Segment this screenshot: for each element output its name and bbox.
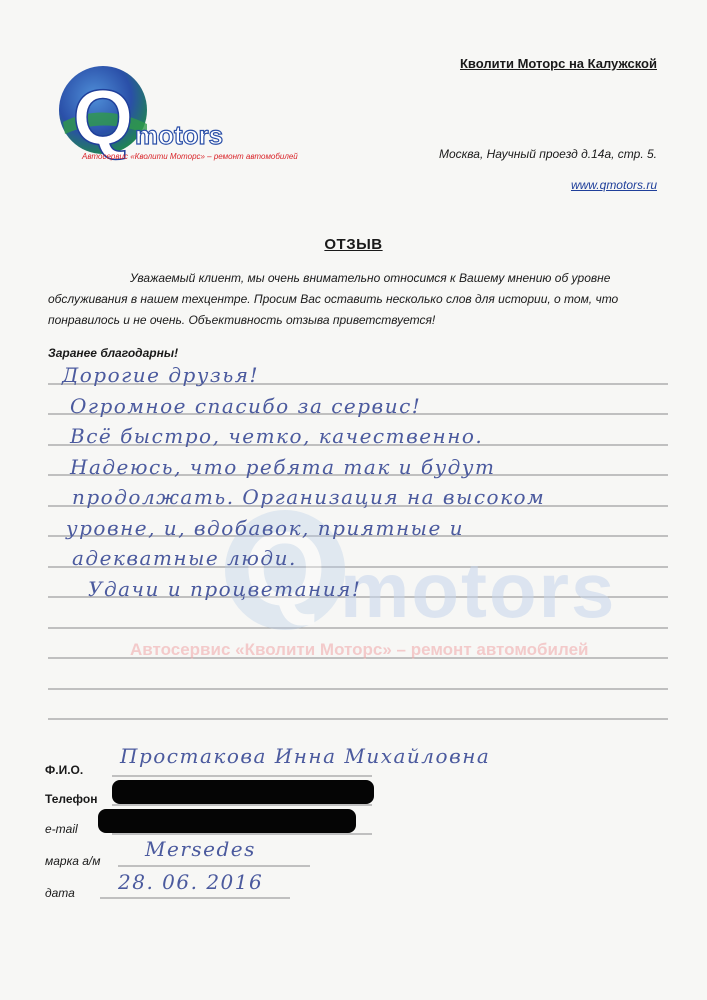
qmotors-logo — [55, 62, 255, 162]
logo-wordmark: motors — [135, 120, 224, 150]
review-line: Надеюсь, что ребята так и будут — [70, 454, 496, 479]
svg-text:Q: Q — [72, 73, 134, 161]
name-value: Простакова Инна Михайловна — [120, 744, 491, 768]
review-line: адекватные люди. — [72, 546, 297, 570]
date-label: дата — [45, 886, 75, 900]
date-value: 28. 06. 2016 — [118, 870, 264, 894]
logo-tagline: Автосервис «Кволити Моторс» – ремонт автомобилей — [82, 152, 298, 161]
review-line: продолжать. Организация на высоком — [72, 485, 546, 509]
review-text — [62, 360, 672, 604]
review-line: Дорогие друзья! — [62, 363, 259, 387]
svg-text:Q: Q — [244, 511, 326, 628]
form-intro: Уважаемый клиент, мы очень внимательно относимся к Вашему мнению об уровне обслуживания в нашем техцентре. Просим Вас оставить несколько слов для истории, о том, что понравилось и не очень. Объективность отзыва приветствуется! — [48, 271, 619, 327]
email-label: e-mail — [45, 822, 78, 836]
name-label: Ф.И.О. — [45, 763, 84, 777]
phone-redaction — [112, 780, 374, 804]
phone-label: Телефон — [45, 792, 98, 806]
company-website-link[interactable]: www.qmotors.ru — [570, 178, 657, 192]
form-thanks: Заранее благодарны! — [48, 346, 179, 360]
car-value: Mersedes — [145, 837, 256, 861]
car-label: марка а/м — [45, 854, 101, 868]
watermark-wordmark: motors — [340, 546, 617, 634]
email-redaction — [98, 809, 356, 833]
review-line: Удачи и процветания! — [88, 576, 362, 601]
form-title: ОТЗЫВ — [324, 236, 383, 253]
review-line: Всё быстро, четко, качественно. — [70, 424, 484, 448]
watermark-tagline: Автосервис «Кволити Моторс» – ремонт автомобилей — [130, 640, 589, 659]
company-name: Кволити Моторс на Калужской — [460, 56, 657, 71]
review-line: Огромное спасибо за сервис! — [70, 393, 422, 418]
review-line: уровне, и, вдобавок, приятные и — [66, 515, 465, 540]
company-address: Москва, Научный проезд д.14а, стр. 5. — [438, 147, 657, 161]
